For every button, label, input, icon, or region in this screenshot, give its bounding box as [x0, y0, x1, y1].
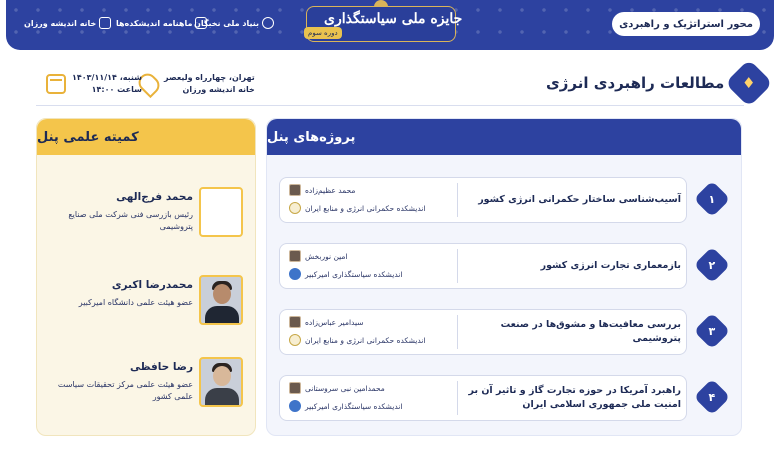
location-info	[140, 72, 255, 96]
project-number-badge	[694, 181, 731, 218]
event-logo-title: جایزه ملی سیاستگذاری	[324, 11, 463, 27]
project-title: بازمعماری تجارت انرژی کشور	[540, 260, 681, 271]
date-line-2: ساعت ۱۴:۰۰	[91, 85, 142, 94]
avatar	[199, 187, 243, 237]
avatar-head	[213, 366, 231, 386]
presenter-name: محمد عظیم‌زاده	[305, 185, 356, 195]
axis-label: محور استراتژیک و راهبردی	[612, 12, 760, 36]
project-item	[279, 243, 733, 289]
project-item	[279, 177, 733, 223]
partner-mahnameh-label: ماهنامه اندیشکده‌ها	[116, 18, 193, 28]
presenter-name: امین نوربخش	[305, 251, 348, 261]
presenter-avatar	[289, 250, 301, 262]
date-line-1: شنبه، ۱۴۰۳/۱۱/۱۴	[72, 73, 142, 82]
project-item	[279, 375, 733, 421]
project-separator	[457, 381, 458, 415]
page-title: مطالعات راهبردی انرژی	[546, 74, 725, 92]
avatar	[199, 275, 243, 325]
project-title: بررسی معافیت‌ها و مشوق‌ها در صنعت پتروشیمی	[500, 319, 681, 344]
member-name: رضا حافظی	[129, 361, 193, 373]
presenter-avatar	[289, 316, 301, 328]
committee-member	[47, 353, 247, 421]
project-number-badge	[694, 247, 731, 284]
presenter-avatar	[289, 184, 301, 196]
org-name: اندیشکده سیاستگذاری امیرکبیر	[305, 269, 403, 279]
org-name: اندیشکده حکمرانی انرژی و منابع ایران	[305, 203, 426, 213]
project-title: آسیب‌شناسی ساختار حکمرانی انرژی کشور	[478, 194, 681, 205]
member-name: محمد فرج‌الهی	[116, 191, 193, 203]
project-presenter	[289, 249, 449, 263]
partner-bonyad	[194, 15, 274, 31]
project-number: ۱	[708, 192, 716, 206]
flame-icon: ♦	[742, 74, 756, 92]
project-number-badge	[694, 313, 731, 350]
projects-panel	[266, 118, 742, 436]
divider	[36, 105, 744, 106]
partner-khane	[24, 15, 111, 31]
org-name: اندیشکده حکمرانی انرژی و منابع ایران	[305, 335, 426, 345]
location-text	[164, 72, 255, 96]
location-line-2: خانه اندیشه ورزان	[182, 85, 255, 94]
project-number: ۴	[708, 390, 716, 404]
committee-member	[47, 271, 247, 339]
project-number: ۲	[708, 258, 716, 272]
project-separator	[457, 249, 458, 283]
committee-panel	[36, 118, 256, 436]
project-org	[289, 201, 449, 215]
project-presenter	[289, 183, 449, 197]
project-org	[289, 333, 449, 347]
project-number-badge	[694, 379, 731, 416]
header-bar	[6, 0, 774, 50]
bonyad-logo-icon	[262, 17, 274, 29]
committee-title: کمیته علمی پنل	[37, 119, 255, 155]
location-line-1: تهران، چهارراه ولیعصر	[164, 73, 255, 82]
date-text	[72, 72, 142, 96]
avatar-torso	[205, 306, 239, 325]
project-number: ۳	[708, 324, 716, 338]
member-role: عضو هیئت علمی مرکز تحقیقات سیاست علمی کشور	[57, 380, 193, 401]
event-edition-badge: دوره سوم	[304, 27, 342, 39]
avatar	[199, 357, 243, 407]
org-name: اندیشکده سیاستگذاری امیرکبیر	[305, 401, 403, 411]
presenter-name: محمدامین نبی سروستانی	[305, 383, 385, 393]
partner-bonyad-label: بنیاد ملی نخبگان	[194, 18, 260, 28]
page-title-bar	[546, 66, 766, 100]
date-info	[46, 72, 142, 96]
project-separator	[457, 183, 458, 217]
org-logo-icon	[289, 268, 301, 280]
event-logo	[296, 0, 464, 48]
khane-logo-icon	[99, 17, 111, 29]
projects-title: پروژه‌های پنل	[267, 119, 741, 155]
presenter-name: سیدامیر عباس‌زاده	[305, 317, 364, 327]
energy-badge	[725, 59, 773, 107]
project-org	[289, 267, 449, 281]
member-role: رئیس بازرسی فنی شرکت ملی صنایع پتروشیمی	[68, 210, 193, 231]
project-presenter	[289, 315, 449, 329]
avatar-head	[213, 284, 231, 304]
project-item	[279, 309, 733, 355]
org-logo-icon	[289, 202, 301, 214]
project-org	[289, 399, 449, 413]
committee-member	[47, 183, 247, 251]
partner-khane-label: خانه اندیشه ورزان	[24, 18, 97, 28]
presenter-avatar	[289, 382, 301, 394]
project-presenter	[289, 381, 449, 395]
project-separator	[457, 315, 458, 349]
member-role: عضو هیئت علمی دانشگاه امیرکبیر	[78, 298, 193, 307]
org-logo-icon	[289, 400, 301, 412]
member-name: محمدرضا اکبری	[111, 279, 193, 291]
project-title: راهبرد آمریکا در حوزه تجارت گاز و تاثیر آن بر امنیت ملی جمهوری اسلامی ایران	[468, 385, 681, 410]
org-logo-icon	[289, 334, 301, 346]
avatar-torso	[205, 388, 239, 407]
calendar-icon	[46, 74, 66, 94]
